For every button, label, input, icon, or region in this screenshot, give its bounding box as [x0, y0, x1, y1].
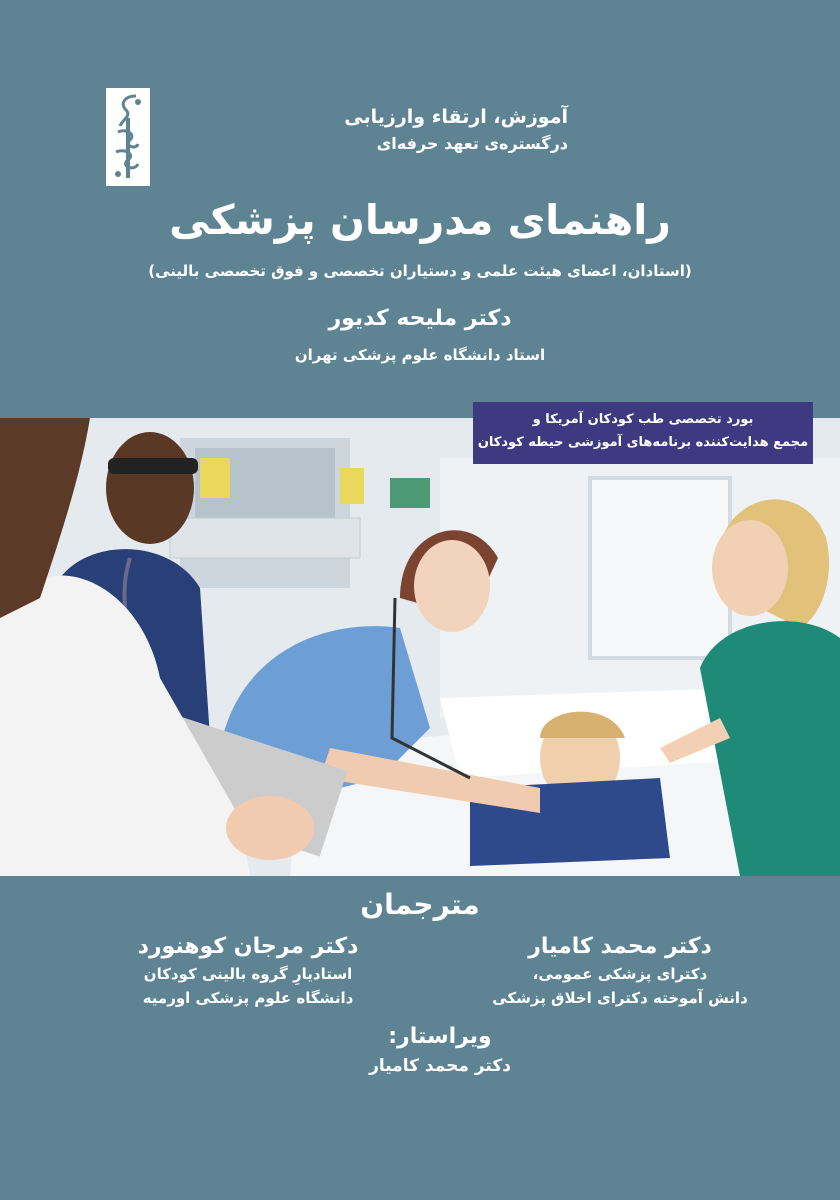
board-box: [473, 402, 813, 464]
translator-2: [118, 932, 378, 1010]
translator-1-name: دکتر محمد کامیار: [528, 934, 712, 959]
author-affiliation: استاد دانشگاه علوم پزشکی تهران: [294, 346, 546, 364]
editor-label: ویراستار:: [388, 1024, 492, 1049]
editor-name: دکتر محمد کامیار: [369, 1056, 511, 1076]
translator-1-line-2: دانش آموخته دکترای اخلاق پزشکی: [492, 989, 748, 1007]
publisher-logo: [106, 88, 150, 186]
author-name: دکتر ملیحه کدیور: [328, 306, 512, 331]
translator-2-line-2: دانشگاه علوم پزشکی اورمیه: [142, 989, 354, 1007]
translator-2-line-1: استادیارِ گروه بالینی کودکان: [143, 965, 353, 983]
board-line-2: مجمع هدایت‌کننده برنامه‌های آموزشی حیطه کودکان: [477, 435, 809, 450]
hospital-scene-photo: [0, 418, 840, 876]
translator-1: [470, 932, 770, 1010]
series-line-2: درگستره‌ی تعهد حرفه‌ای: [376, 134, 568, 153]
editor-block: [320, 1022, 560, 1080]
translators-heading: مترجمان: [360, 888, 480, 921]
translator-2-name: دکتر مرجان کوهنورد: [137, 934, 359, 959]
book-subtitle: (استادان، اعضای هیئت علمی و دستیاران تخصصی و فوق تخصصی بالینی): [148, 262, 692, 280]
translator-1-line-1: دکترای پزشکی عمومی،: [532, 965, 708, 983]
book-title: راهنمای مدرسان پزشکی: [169, 196, 671, 244]
publisher-logo-icon: [106, 88, 150, 186]
cover-photo: [0, 418, 840, 876]
board-line-1: بورد تخصصی طب کودکان آمریکا و: [532, 412, 754, 427]
series-line-1: آموزش، ارتقاء وارزیابی: [344, 106, 568, 128]
